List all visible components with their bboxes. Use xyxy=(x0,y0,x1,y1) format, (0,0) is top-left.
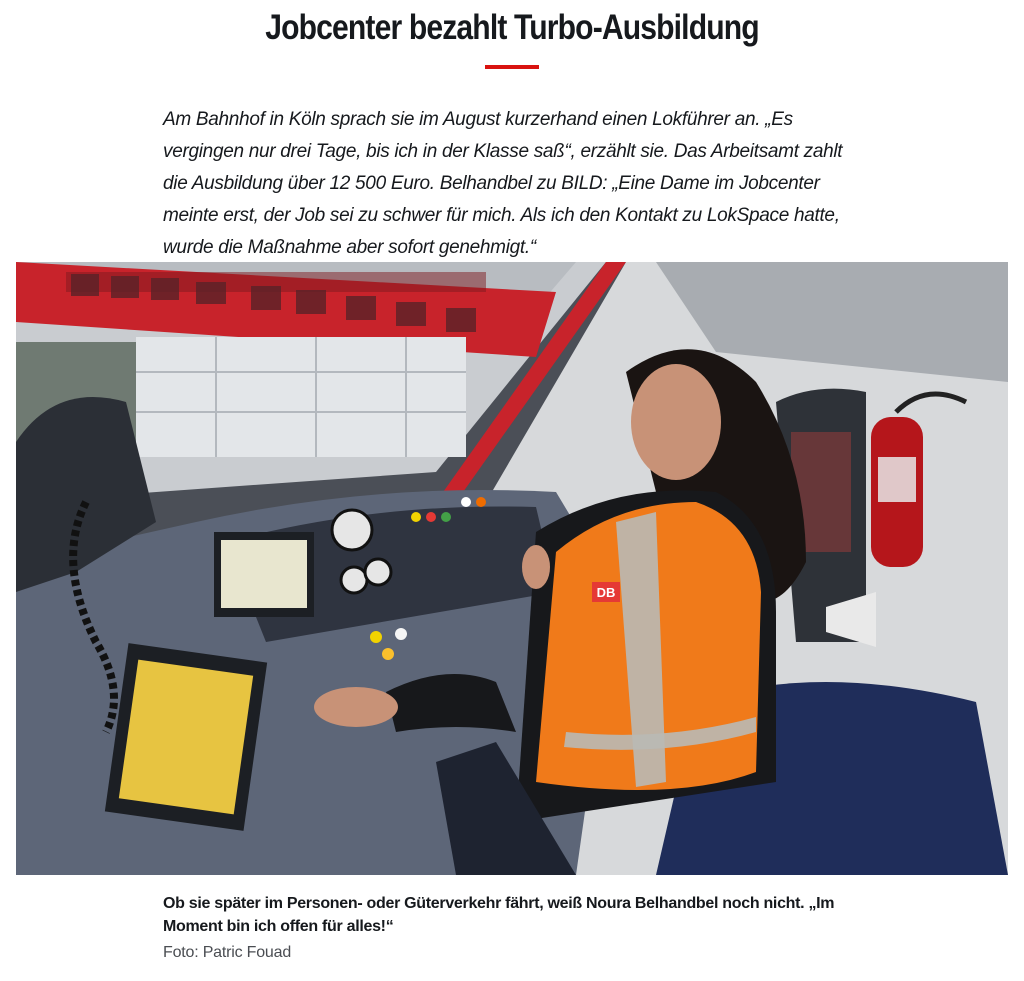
yellow-display-screen xyxy=(119,660,253,815)
cab-display-screen xyxy=(221,540,307,608)
article-photo[interactable] xyxy=(16,262,1008,875)
headline-divider xyxy=(485,65,539,69)
photo-credit: Foto: Patric Fouad xyxy=(163,944,292,961)
article-headline: Jobcenter bezahlt Turbo-Ausbildung xyxy=(265,8,759,47)
speed-gauge xyxy=(332,510,372,550)
vest-logo: DB xyxy=(596,585,616,600)
train-cab-illustration xyxy=(16,262,1008,875)
pressure-gauge xyxy=(341,567,367,593)
article-lead-paragraph: Am Bahnhof in Köln sprach sie im August kurzerhand einen Lokführer an. „Es vergingen nur drei Tage, bis ich in der Klasse saß“, erzählt sie. Das Arbeitsamt zahlt die Ausbildung über 12 500 Euro. Belhandbel zu BILD: „Eine Dame im Jobcenter meinte erst, der Job sei zu schwer für mich. Als ich den Kontakt zu LokSpace hatte, wurde die Maßnahme aber sofort genehmigt.“ xyxy=(163,109,843,258)
white-containers-outside xyxy=(136,337,466,457)
photo-caption: Ob sie später im Personen- oder Güterverkehr fährt, weiß Noura Belhandbel noch nicht. „Im Moment bin ich offen für alles!“ xyxy=(163,895,835,935)
